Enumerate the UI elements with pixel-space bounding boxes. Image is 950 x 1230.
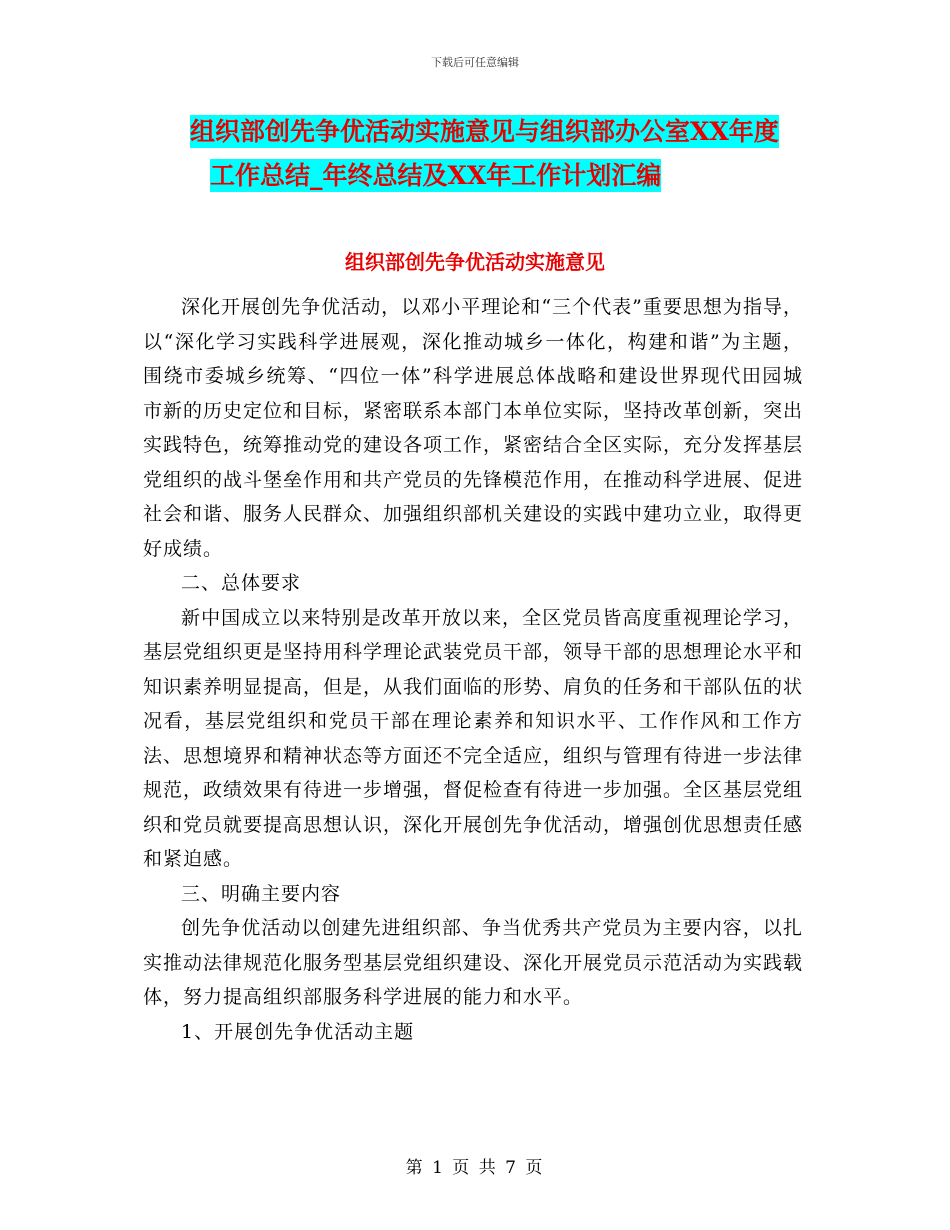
header-note: 下载后可任意编辑 (431, 56, 519, 69)
section-heading: 三、明确主要内容 (181, 882, 342, 905)
paragraph: 创先争优活动以创建先进组织部、争当优秀共产党员为主要内容，以扎实推动法律规范化服务型基层党组织建设、深化开展党员示范活动为实践载体，努力提高组织部服务科学进展的能力和水平。 (143, 917, 804, 1008)
body-text (143, 290, 803, 1049)
title-line-2: 工作总结_年终总结及XX年工作计划汇编 (210, 161, 662, 190)
document-title (150, 110, 850, 198)
paragraph: 深化开展创先争优活动，以邓小平理论和“三个代表”重要思想为指导，以“深化学习实践科学进展观，深化推动城乡一体化，构建和谐”为主题，围绕市委城乡统筹、“四位一体”科学进展总体战略和建设世界现代田园城市新的历史定位和目标，紧密联系本部门本单位实际，坚持改革创新，突出实践特色，统筹推动党的建设各项工作，紧密结合全区实际，充分发挥基层党组织的战斗堡垒作用和共产党员的先锋模范作用，在推动科学进展、促进社会和谐、服务人民群众、加强组织部机关建设的实践中建功立业，取得更好成绩。 (143, 296, 804, 560)
page-footer: 第 1 页 共 7 页 (405, 1158, 545, 1178)
title-line-1: 组织部创先争优活动实施意见与组织部办公室XX年度 (190, 117, 779, 146)
sub-heading: 1、开展创先争优活动主题 (181, 1020, 415, 1043)
section-heading: 二、总体要求 (181, 572, 302, 594)
paragraph: 新中国成立以来特别是改革开放以来，全区党员皆高度重视理论学习，基层党组织更是坚持用科学理论武装党员干部，领导干部的思想理论水平和知识素养明显提高，但是，从我们面临的形势、肩负的任务和干部队伍的状况看，基层党组织和党员干部在理论素养和知识水平、工作作风和工作方法、思想境界和精神状态等方面还不完全适应，组织与管理有待进一步法律规范，政绩效果有待进一步增强，督促检查有待进一步加强。全区基层党组织和党员就要提高思想认识，深化开展创先争优活动，增强创优思想责任感和紧迫感。 (143, 606, 804, 870)
section-title: 组织部创先争优活动实施意见 (345, 250, 605, 274)
